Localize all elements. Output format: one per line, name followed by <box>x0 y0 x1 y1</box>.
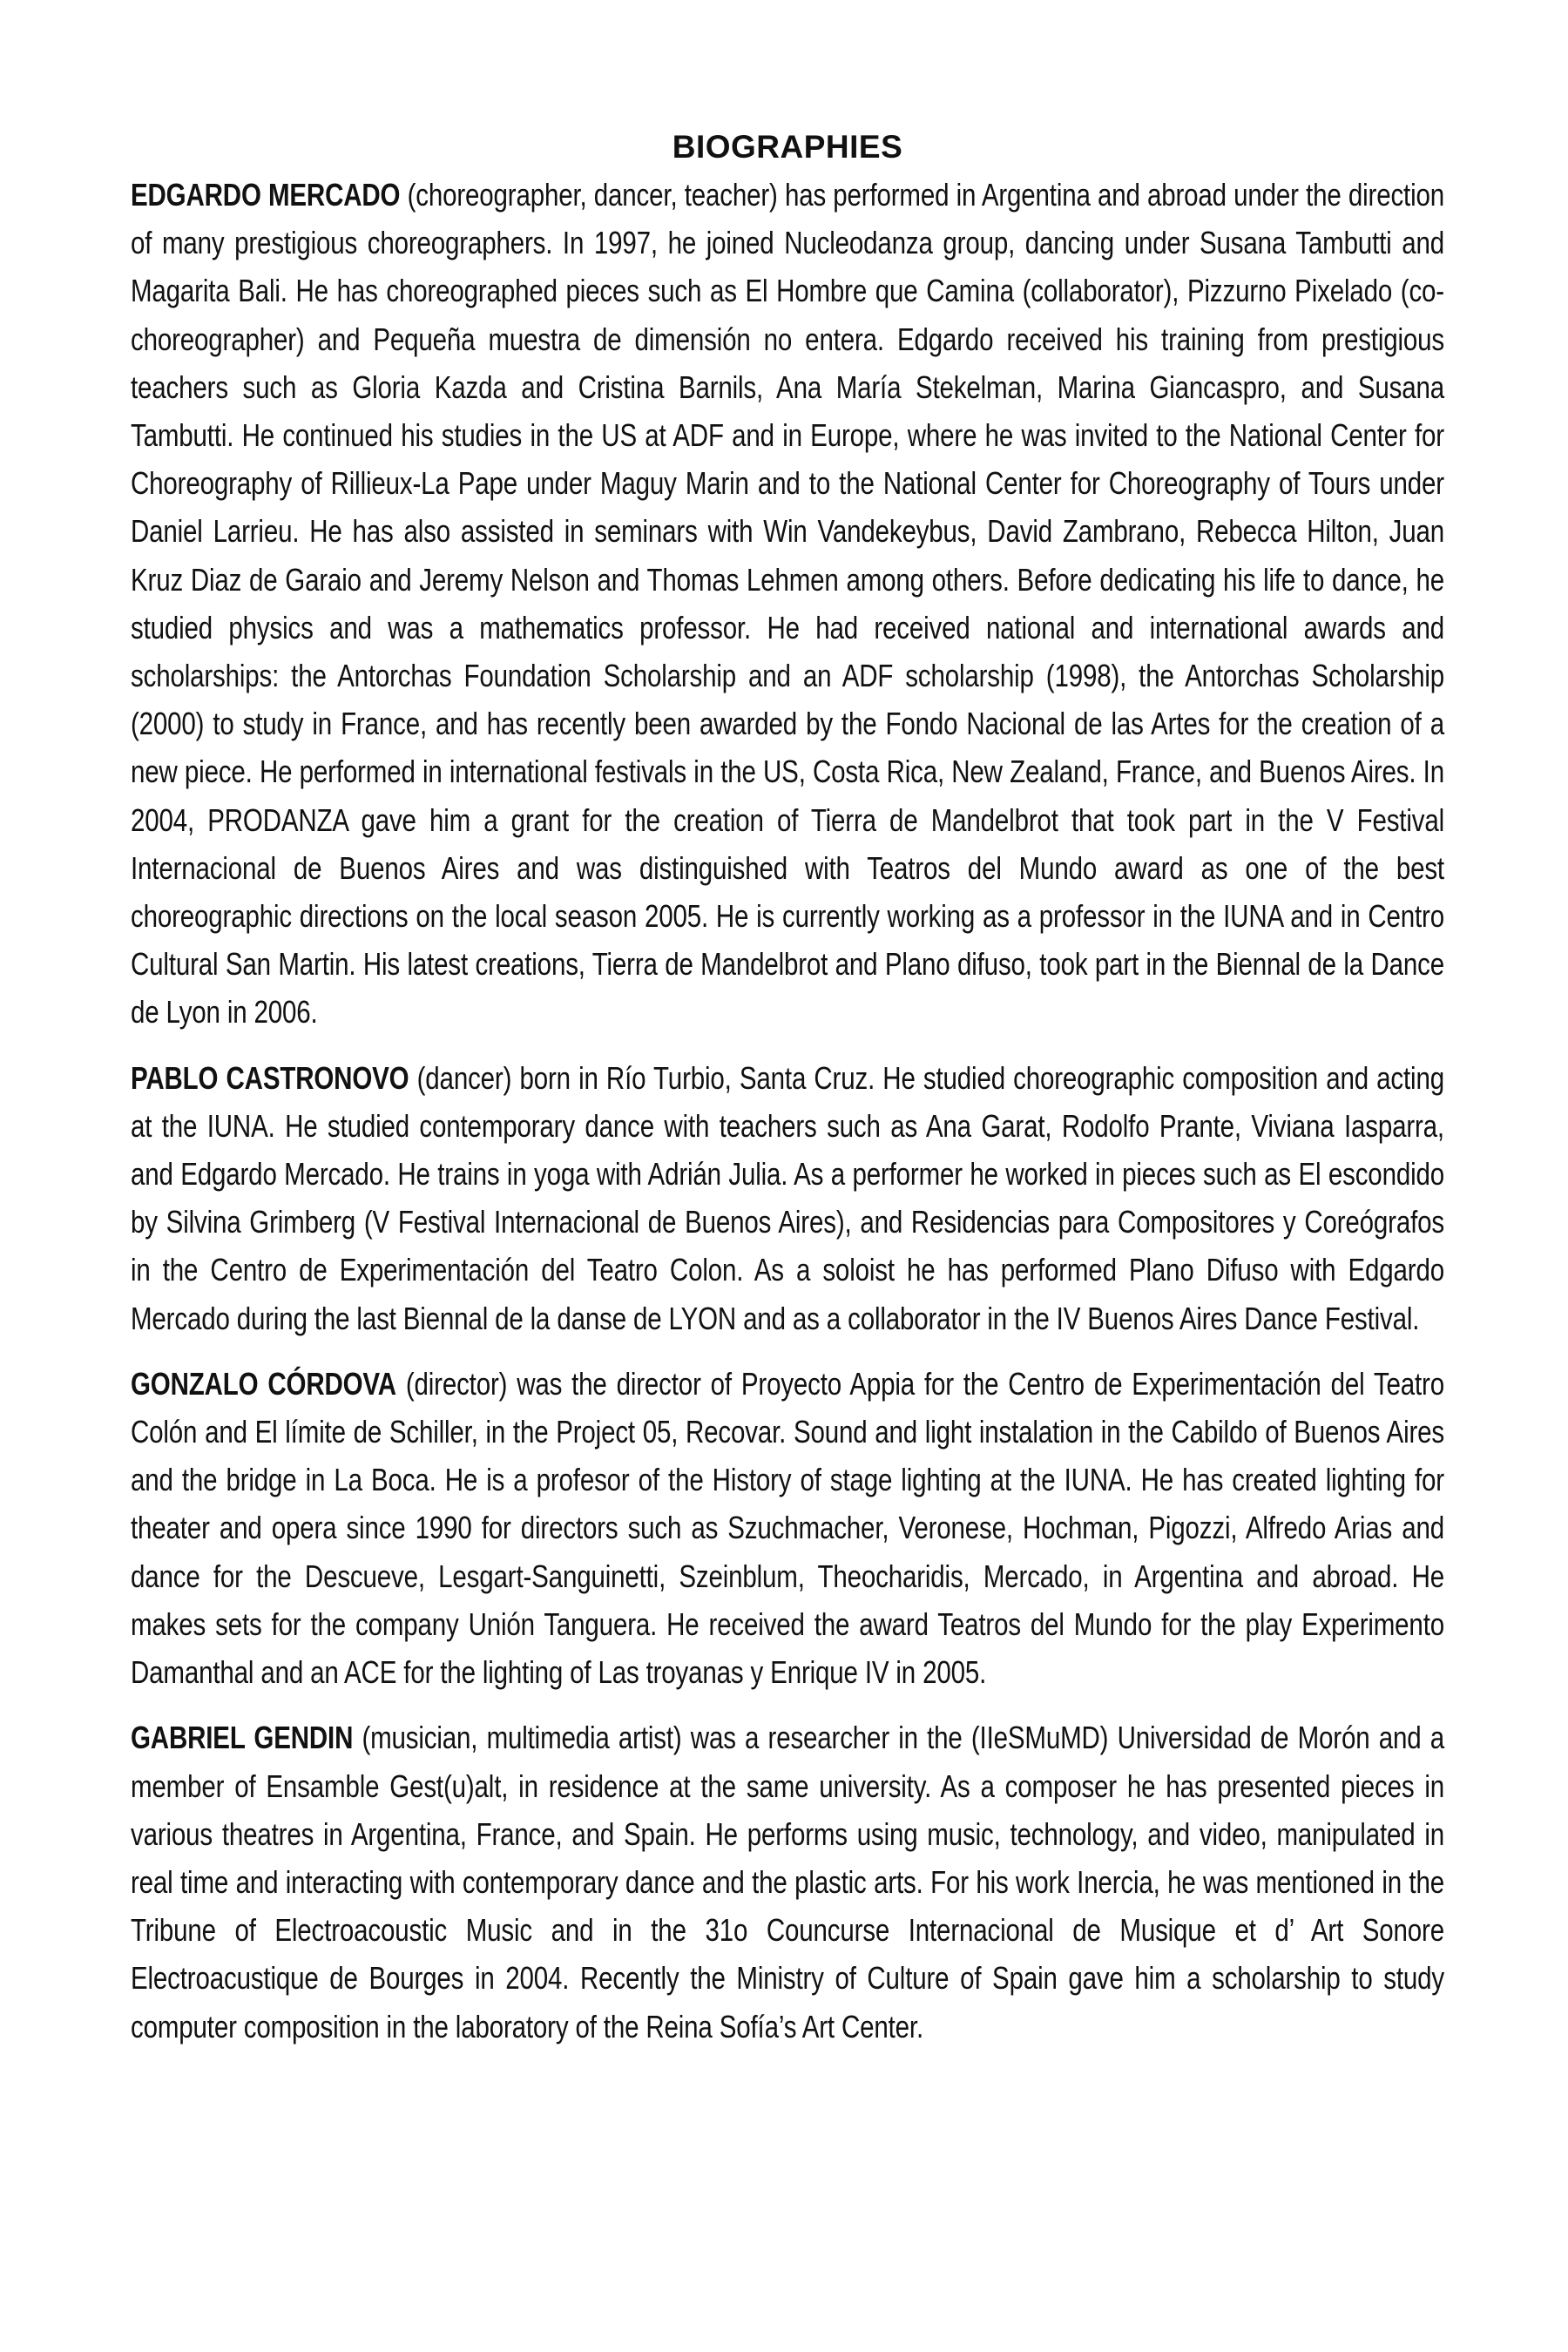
bio-name: EDGARDO MERCADO <box>131 177 401 213</box>
bio-name: GONZALO CÓRDOVA <box>131 1365 396 1402</box>
biographies-page <box>131 129 1444 2068</box>
bio-text: (musician, multimedia artist) was a researcher in the (IIeSMuMD) Universidad de Morón and a member of Ensamble Gest(u)alt, in residence at the same university. As a composer he has presented pieces in various theatres in Argentina, France, and Spain. He performs using music, technology, and video, manipulated in real time and interacting with contemporary dance and the plastic arts. For his work Inercia, he was mentioned in the Tribune of Electroacoustic Music and in the 31o Councurse Internacional de Musique et d’ Art Sonore Electroacustique de Bourges in 2004. Recently the Ministry of Culture of Spain gave him a scholarship to study computer composition in the laboratory of the Reina Sofía’s Art Center. <box>131 1720 1444 2044</box>
bio-text: (dancer) born in Río Turbio, Santa Cruz. He studied choreographic composition and acting at the IUNA. He studied contemporary dance with teachers such as Ana Garat, Rodolfo Prante, Viviana Iasparra, and Edgardo Mercado. He trains in yoga with Adrián Julia. As a performer he worked in pieces such as El escondido by Silvina Grimberg (V Festival Internacional de Buenos Aires), and Residencias para Compositores y Coreógrafos in the Centro de Experimentación del Teatro Colon. As a soloist he has performed Plano Difuso with Edgardo Mercado during the last Biennal de la danse de LYON and as a collaborator in the IV Buenos Aires Dance Festival. <box>131 1059 1444 1336</box>
bio-paragraph-gabriel-gendin <box>131 1713 1444 2050</box>
bio-text: (choreographer, dancer, teacher) has performed in Argentina and abroad under the direction of many prestigious choreographers. In 1997, he joined Nucleodanza group, dancing under Susana Tambutti and Magarita Bali. He has choreographed pieces such as El Hombre que Camina (collaborator), Pizzurno Pixelado (co-choreographer) and Pequeña muestra de dimensión no entera. Edgardo received his training from prestigious teachers such as Gloria Kazda and Cristina Barnils, Ana María Stekelman, Marina Giancaspro, and Susana Tambutti. He continued his studies in the US at ADF and in Europe, where he was invited to the National Center for Choreography of Rillieux-La Pape under Maguy Marin and to the National Center for Choreography of Tours under Daniel Larrieu. He has also assisted in seminars with Win Vandekeybus, David Zambrano, Rebecca Hilton, Juan Kruz Diaz de Garaio and Jeremy Nelson and Thomas Lehmen among others. Before dedicating his life to dance, he studied physics and was a mathematics professor. He had received national and international awards and scholarships: the Antorchas Foundation Scholarship and an ADF scholarship (1998), the Antorchas Scholarship (2000) to study in France, and has recently been awarded by the Fondo Nacional de las Artes for the creation of a new piece. He performed in international festivals in the US, Costa Rica, New Zealand, France, and Buenos Aires. In 2004, PRODANZA gave him a grant for the creation of Tierra de Mandelbrot that took part in the V Festival Internacional de Buenos Aires and was distinguished with Teatros del Mundo award as one of the best choreographic directions on the local season 2005. He is currently working as a professor in the IUNA and in Centro Cultural San Martin. His latest creations, Tierra de Mandelbrot and Plano difuso, took part in the Biennal de la Dance de Lyon in 2006. <box>131 177 1444 1031</box>
bio-paragraph-pablo-castronovo <box>131 1054 1444 1342</box>
bio-name: PABLO CASTRONOVO <box>131 1059 409 1096</box>
bio-name: GABRIEL GENDIN <box>131 1720 354 1756</box>
page-title: BIOGRAPHIES <box>672 129 903 165</box>
bio-paragraph-gonzalo-cordova <box>131 1360 1444 1696</box>
bio-paragraph-edgardo-mercado <box>131 171 1444 1037</box>
bio-text: (director) was the director of Proyecto Appia for the Centro de Experimentación del Teatro Colón and El límite de Schiller, in the Project 05, Recovar. Sound and light instalation in the Cabildo of Buenos Aires and the bridge in La Boca. He is a profesor of the History of stage lighting at the IUNA. He has created lighting for theater and opera since 1990 for directors such as Szuchmacher, Veronese, Hochman, Pigozzi, Alfredo Arias and dance for the Descueve, Lesgart-Sanguinetti, Szeinblum, Theocharidis, Mercado, in Argentina and abroad. He makes sets for the company Unión Tanguera. He received the award Teatros del Mundo for the play Experimento Damanthal and an ACE for the lighting of Las troyanas y Enrique IV in 2005. <box>131 1365 1444 1691</box>
